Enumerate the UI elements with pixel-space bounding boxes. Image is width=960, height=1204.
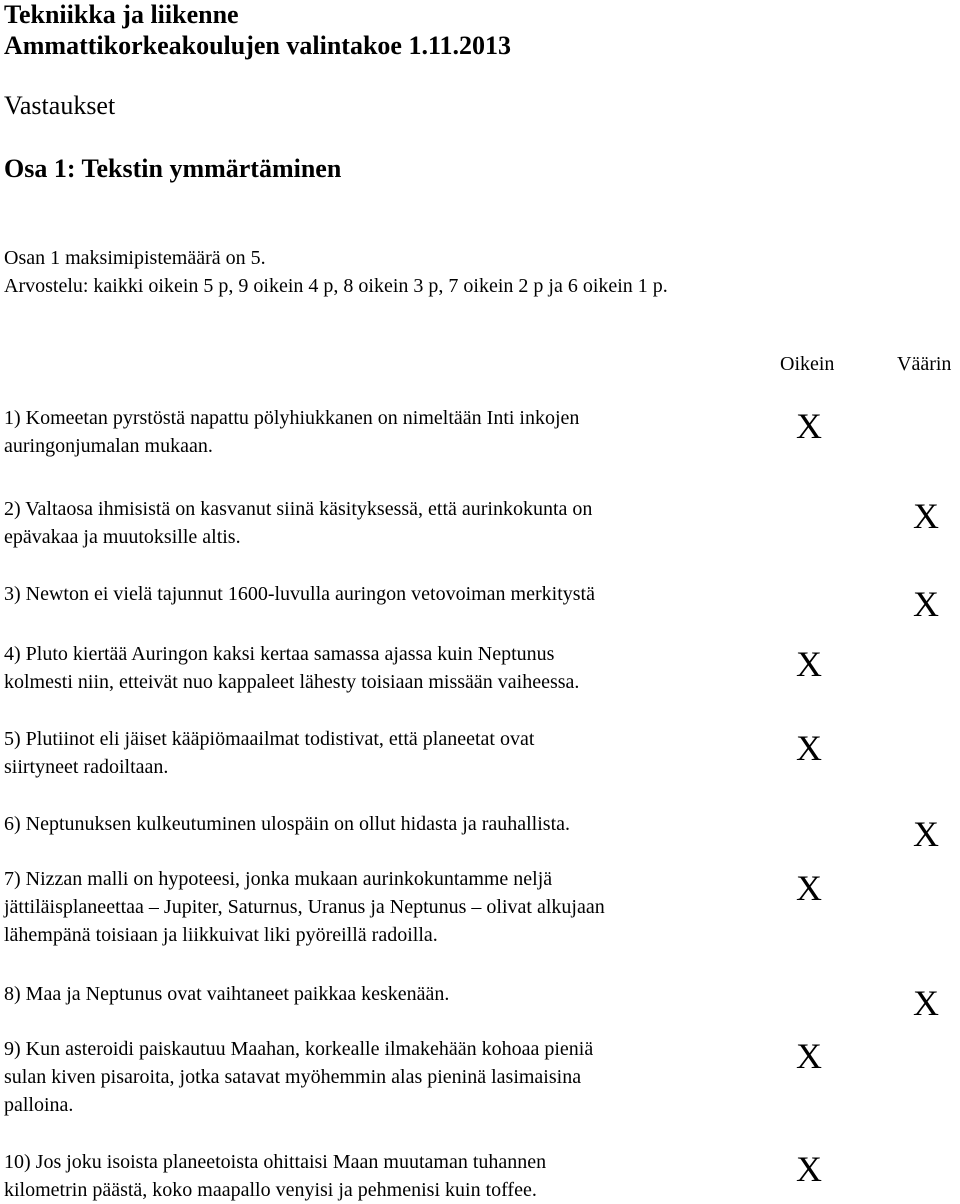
question-text-line: 1) Komeetan pyrstöstä napattu pölyhiukkanen on nimeltään Inti inkojen	[4, 407, 580, 429]
question-text-line: 8) Maa ja Neptunus ovat vaihtaneet paikkaa keskenään.	[4, 983, 450, 1005]
answer-mark-wrong: X	[913, 814, 939, 854]
header-line-1: Tekniikka ja liikenne	[4, 0, 239, 29]
answer-mark-correct: X	[796, 644, 822, 684]
answer-mark-wrong: X	[913, 584, 939, 624]
answer-mark-correct: X	[796, 1036, 822, 1076]
answer-mark-wrong: X	[913, 983, 939, 1023]
answer-mark-correct: X	[796, 868, 822, 908]
question-text-line: siirtyneet radoiltaan.	[4, 756, 169, 778]
header-line-2: Ammattikorkeakoulujen valintakoe 1.11.2013	[4, 31, 512, 60]
answer-mark-correct: X	[796, 728, 822, 768]
intro-grading: Arvostelu: kaikki oikein 5 p, 9 oikein 4 p, 8 oikein 3 p, 7 oikein 2 p ja 6 oikein 1 p.	[4, 275, 668, 297]
subtitle: Vastaukset	[4, 91, 116, 120]
question-text-line: jättiläisplaneettaa – Jupiter, Saturnus, Uranus ja Neptunus – olivat alkujaan	[4, 896, 605, 918]
question-text-line: 4) Pluto kiertää Auringon kaksi kertaa samassa ajassa kuin Neptunus	[4, 643, 555, 665]
question-text-line: 3) Newton ei vielä tajunnut 1600-luvulla auringon vetovoiman merkitystä	[4, 583, 595, 605]
answer-mark-wrong: X	[913, 496, 939, 536]
question-text-line: kolmesti niin, etteivät nuo kappaleet lähesty toisiaan missään vaiheessa.	[4, 671, 580, 693]
question-text-line: palloina.	[4, 1094, 74, 1116]
question-text-line: 6) Neptunuksen kulkeutuminen ulospäin on ollut hidasta ja rauhallista.	[4, 813, 571, 835]
answer-mark-correct: X	[796, 406, 822, 446]
section-title: Osa 1: Tekstin ymmärtäminen	[4, 154, 342, 183]
question-text-line: epävakaa ja muutoksille altis.	[4, 526, 241, 548]
question-text-line: lähempänä toisiaan ja liikkuivat liki pyöreillä radoilla.	[4, 924, 438, 946]
column-header-correct: Oikein	[780, 353, 835, 375]
question-text-line: auringonjumalan mukaan.	[4, 435, 213, 457]
question-text-line: 9) Kun asteroidi paiskautuu Maahan, korkealle ilmakehään kohoaa pieniä	[4, 1038, 594, 1060]
column-header-wrong: Väärin	[897, 353, 952, 375]
intro-max-points: Osan 1 maksimipistemäärä on 5.	[4, 247, 266, 269]
answer-mark-correct: X	[796, 1149, 822, 1189]
question-text-line: 5) Plutiinot eli jäiset kääpiömaailmat todistivat, että planeetat ovat	[4, 728, 535, 750]
question-text-line: 7) Nizzan malli on hypoteesi, jonka mukaan aurinkokuntamme neljä	[4, 868, 553, 890]
question-text-line: 10) Jos joku isoista planeetoista ohittaisi Maan muutaman tuhannen	[4, 1151, 547, 1173]
question-text-line: 2) Valtaosa ihmisistä on kasvanut siinä käsityksessä, että aurinkokunta on	[4, 498, 593, 520]
question-text-line: sulan kiven pisaroita, jotka satavat myöhemmin alas pieninä lasimaisina	[4, 1066, 582, 1088]
question-text-line: kilometrin päästä, koko maapallo venyisi ja pehmenisi kuin toffee.	[4, 1179, 537, 1201]
